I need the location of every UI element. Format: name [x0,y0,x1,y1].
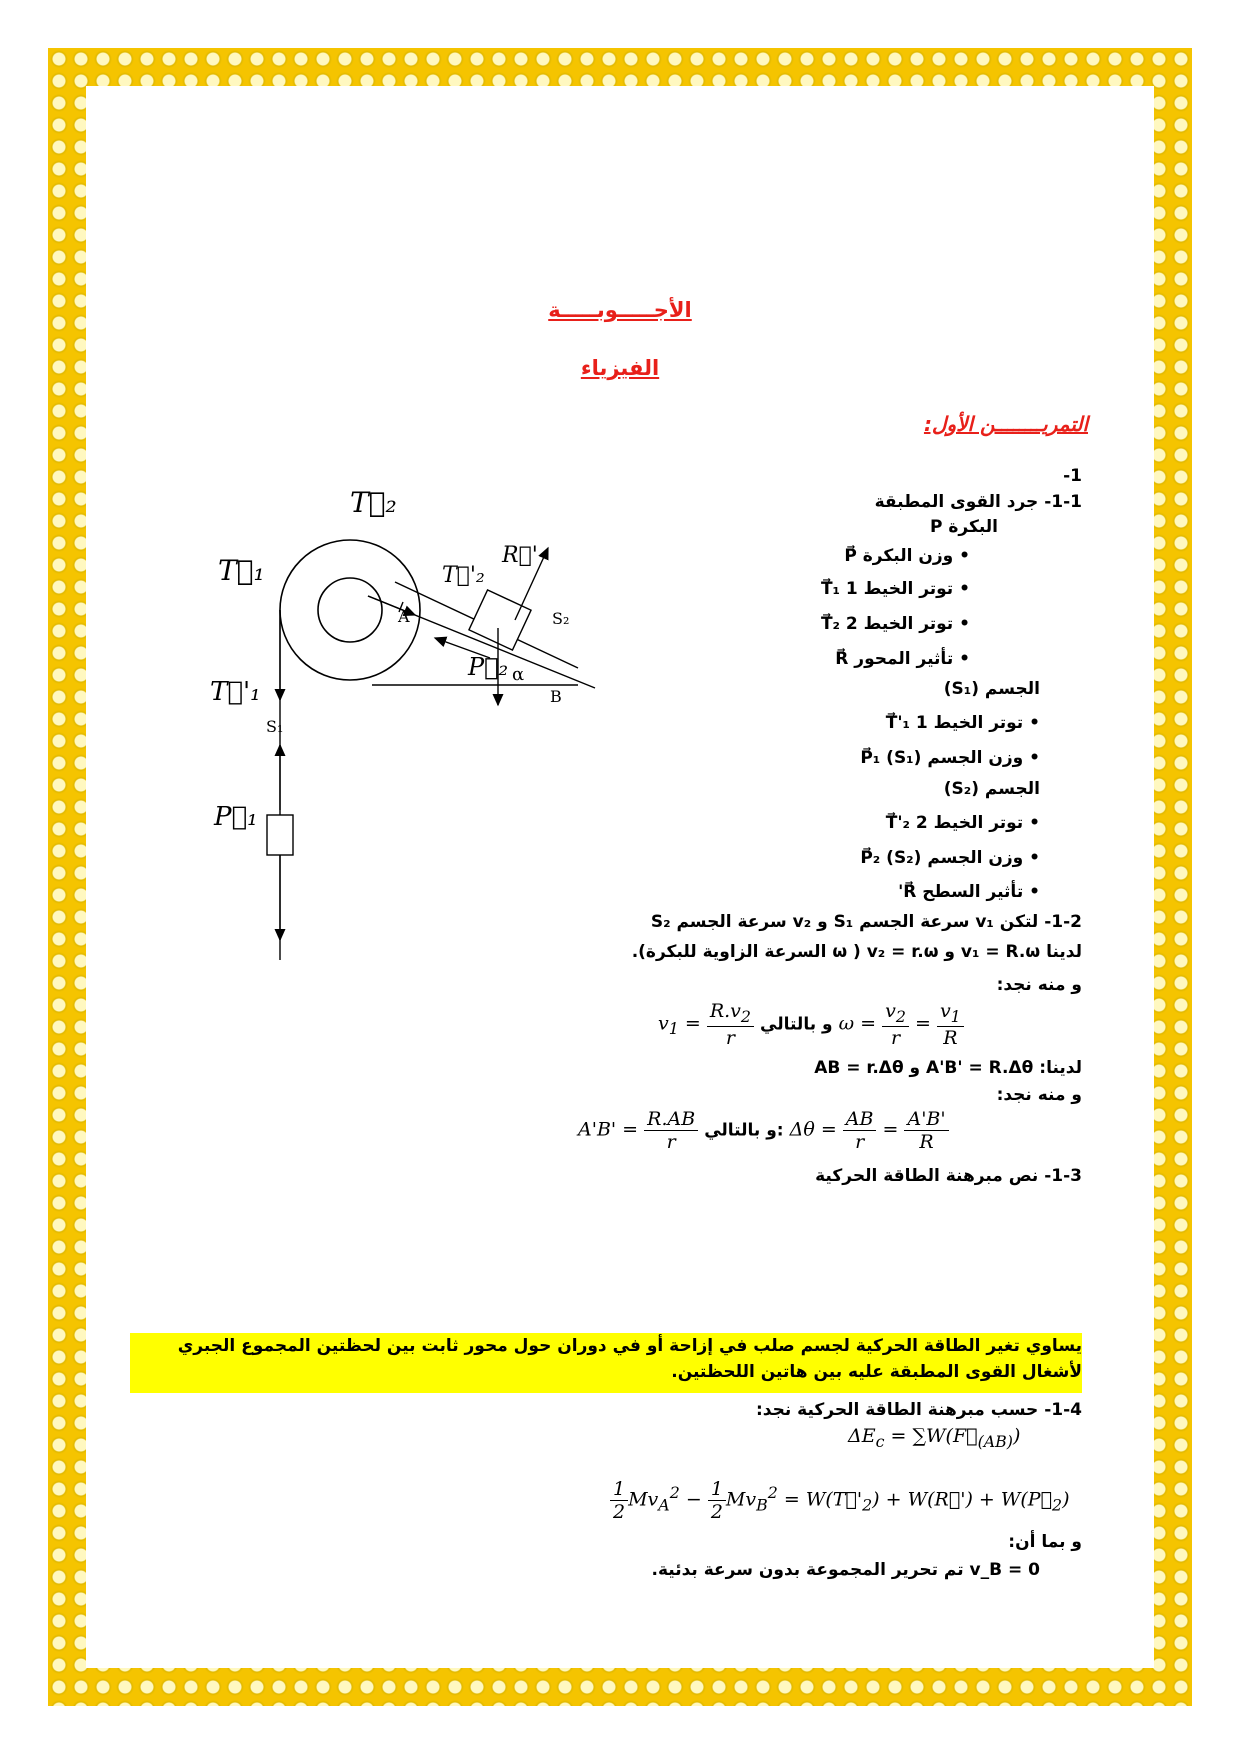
q12-line3: و منه نجد: [996,975,1082,995]
theorem-statement-line2: لأشغال القوى المطبقة عليه بين هاتين اللحظتين. [671,1362,1082,1382]
answers-title: الأجـــــوبـــــة [548,298,692,322]
then2-label: و بالتالي: [704,1120,784,1141]
label-t2: T⃗₂ [350,486,397,519]
q13-label: 1-3- نص مبرهنة الطاقة الحركية [815,1166,1082,1186]
label-a: A [398,607,410,626]
s1-title: الجسم (S₁) [943,679,1040,699]
equation-energy-full: $\frac{1}{2}$ $Mv_A^2$ − $\frac{1}{2}$ $Mv_B^2$ = $W(T⃗'_2)$ + W(R⃗') + $W(P⃗_2)$ [610,1478,1069,1523]
list-item: • توتر الخيط 1 T⃗'₁ [885,713,1040,733]
list-item: • توتر الخيط 2 T⃗'₂ [885,813,1040,833]
physics-title: الفيزياء [580,356,660,380]
label-t1: T⃗₁ [218,554,265,587]
list-item: • وزن الجسم (S₂) P⃗₂ [860,848,1040,868]
pulley-title: البكرة P [929,517,998,537]
equation-velocity: $v_1$ = $\frac{R.v_2}{r}$ و بالتالي ω = $\frac{v_2}{r}$ = $\frac{v_1}{R}$ [658,1000,964,1049]
then-label: و بالتالي [760,1014,833,1035]
q12-line1: 1-2- لتكن v₁ سرعة الجسم S₁ و v₂ سرعة الجسم S₂ [650,912,1082,932]
label-b: B [550,687,562,706]
equation-energy-sum: $\Delta E_c$ = $\sum W(F⃗_{(AB)})$ [848,1425,1021,1451]
list-item: • وزن البكرة P⃗ [844,546,970,566]
q14-label: 1-4- حسب مبرهنة الطاقة الحركية نجد: [755,1400,1082,1420]
q14-last: v_B = 0 تم تحرير المجموعة بدون سرعة بدئية. [651,1560,1040,1580]
label-s2: S₂ [552,609,570,628]
body-s1 [267,815,293,855]
label-p2: P⃗₂ [468,653,509,681]
q12-line4: لدينا: A'B' = R.Δθ و AB = r.Δθ [814,1058,1082,1078]
q12-line5: و منه نجد: [996,1085,1082,1105]
s2-title: الجسم (S₂) [943,779,1040,799]
q11-label: 1-1- جرد القوى المطبقة [874,492,1082,512]
pulley-inner-circle [318,578,382,642]
part-number: 1- [1063,466,1082,486]
list-item: • توتر الخيط 1 T⃗₁ [820,579,970,599]
exercise1-title: التمريــــــــن الأول: [923,412,1088,436]
label-t2prime: T⃗'₂ [442,563,485,588]
list-item: • تأثير المحور R⃗ [835,649,970,669]
equation-distance: A'B' = $\frac{R.AB}{r}$ و بالتالي: Δθ = $\frac{AB}{r}$ = $\frac{A'B'}{R}$ [578,1108,949,1153]
since-label: و بما أن: [1008,1532,1082,1552]
label-p1: P⃗₁ [214,802,258,832]
label-s1: S₁ [266,717,284,736]
label-alpha: α [512,664,525,685]
q12-line2: لدينا v₁ = R.ω و v₂ = r.ω ( ω السرعة الزاوية للبكرة). [631,942,1082,962]
list-item: • توتر الخيط 2 T⃗₂ [820,614,970,634]
label-t1prime: T⃗'₁ [210,677,261,707]
pulley-diagram [200,486,660,970]
list-item: • تأثير السطح R⃗' [898,882,1040,902]
label-rprime: R⃗' [502,543,538,568]
list-item: • وزن الجسم (S₁) P⃗₁ [860,748,1040,768]
theorem-statement-line1: يساوي تغير الطاقة الحركية لجسم صلب في إزاحة أو في دوران حول محور ثابت بين لحظتين المجموع الجبري [177,1336,1082,1356]
